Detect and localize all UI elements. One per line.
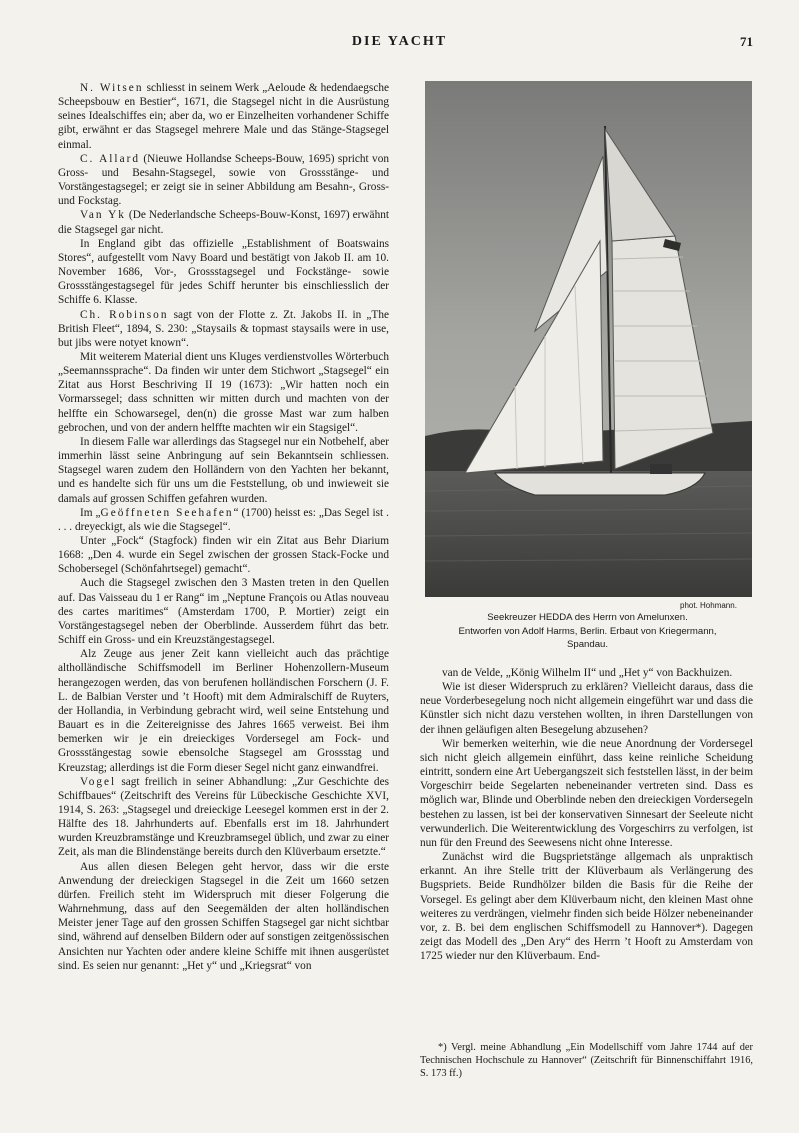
spaced-name: Ch. Robinson <box>80 308 169 321</box>
text-run: (De Nederlandsche Scheeps-Bouw-Konst, 1697) erwähnt die Stagsegel gar nicht. <box>58 209 390 236</box>
spaced-name: Vogel <box>80 775 117 788</box>
text-run: Alz Zeuge aus jener Zeit kann vielleicht auch das prächtige altholländische Schiffsmodell im Berliner Hohenzollern-Museum herangezogen werden, das von berufenen holländischen Forschern (J. F. L. de Balbian Verster und ’t Hooft) mit dem Admiralschiff de Ruyters, der Hollandia, in Verbindung gebracht wird, weil seine Entstehung und Bauart es in die Zeitereignisse des Jahres 1665 verweist. Bei ihm bemerken wir je ein dreieckiges Vordersegel am Fock- und Grossstängestag sowie ebensolche Stagsegel am Grossstag und Kreuzstag; allerdings ist die Form dieser Segel nicht ganz einwandfrei. <box>58 648 389 774</box>
caption-line-2: Entworfen von Adolf Harms, Berlin. Erbaut von Kriegermann, <box>458 625 717 637</box>
yacht-photograph <box>425 81 752 597</box>
text-run: Wir bemerken weiterhin, wie die neue Anordnung der Vordersegel sich nicht gleich allgemein einführt, dass keine reinliche Scheidung eintritt, sondern eine Art Uebergangszeit sich feststellen lässt, in der beim Vorgeschirr beide Segelarten nebeneinander vertreten sind. Dass es möglich war, Blinde und Oberblinde neben den dreieckigen Vordersegeln bestehen zu lassen, ist bei der konservativen Sinnesart der Seeleute nicht verwunderlich. Die Weiterentwicklung des Vorgeschirrs zu verfolgen, ist nun für den Freund des Seewesens nicht ohne Interesse. <box>420 737 753 849</box>
paragraph <box>58 647 389 774</box>
text-run: van de Velde, „König Wilhelm II“ und „Het y“ von Backhuizen. <box>442 667 733 679</box>
paragraph <box>420 666 753 680</box>
caption-line-3: Spandau. <box>566 639 609 650</box>
footnote <box>420 1041 753 1080</box>
paragraph <box>420 737 753 850</box>
paragraph <box>420 850 753 963</box>
text-run: Unter „Fock“ (Stagfock) finden wir ein Zitat aus Behr Diarium 1668: „Den 4. wurde ein Segel zwischen der grossen Stack-Focke und Schobersegel (Schönfahrtsegel) gemacht“. <box>58 535 389 576</box>
text-run: Im „ <box>80 506 101 519</box>
text-run: Aus allen diesen Belegen geht hervor, dass wir die erste Anwendung der dreieckigen Stagsegel in die Zeit um 1660 setzen dürfen. Freilich steht im Widerspruch mit dieser Folgerung die Wahrnehmung, dass auf den Seegemälden der alten holländischen Meister jener Tage auf den grossen Schiffen Stagsegel gar nicht sichtbar sind, während auf denselben Bildern oder auf sonstigen zeitgenössischen Ansichten nur Yachten oder andere kleine Schiffe mit ihnen ausgerüstet sind. Es seien nur genannt: „Het y“ und „Kriegsrat“ von <box>58 860 389 972</box>
paragraph <box>58 350 389 435</box>
text-run: (Nieuwe Hollandse Scheeps-Bouw, 1695) spricht von Gross- und Besahn-Stagsegel, sowie von Grossstänge- und Vorstängestagsegel; er zeigt sie in seiner Abbildung am Besahn-, Gross- und Fockstag. <box>58 152 389 208</box>
sailing-yacht-image <box>425 81 752 597</box>
spaced-name: Geöffneten Seehafen <box>100 506 234 519</box>
text-run: Zunächst wird die Bugsprietstänge allgemach als unpraktisch erkannt. An ihre Stelle tritt der Klüverbaum als Verlängerung des Bugspriets. Beide Rundhölzer bilden die Basis für die Reihe der Vorsegel. Es gelingt aber dem Klüverbaum nicht, den kleinen Mast ohne weiteres zu verdrängen, vielmehr finden sich beide Hölzer nebeneinander vor, z. B. bei dem englischen Schiffsmodell zu Hannover*). Dagegen zeigt das Modell des „Den Ary“ des Herrn ’t Hooft zu Amsterdam von 1725 wieder nur den Klüverbaum. End- <box>420 851 753 963</box>
paragraph <box>58 534 389 576</box>
text-run: Auch die Stagsegel zwischen den 3 Masten treten in den Quellen auf. Das Vaisseau du 1 er Rang“ im „Neptune François ou Atlas nouveau des cartes maritimes“ (Amsterdam 1700, P. Mortier) zeigt ein Vorstängestagsegel neben der Oberblinde. Ausserdem führt das betr. Schiff ein Gross- und ein Kreuzstängestagsegel. <box>58 577 389 647</box>
footnote-text: *) Vergl. meine Abhandlung „Ein Modellschiff vom Jahre 1744 auf der Technischen Hochschule zu Hannover“ (Zeitschrift für Binnenschiffahrt 1916, S. 173 ff.) <box>420 1042 753 1079</box>
photo-caption <box>420 611 755 652</box>
paragraph <box>420 680 753 737</box>
paragraph <box>58 506 389 534</box>
text-run: “ (1700) heisst es: „Das Segel ist . . . . dreyeckigt, als wie die Stagsegel“. <box>58 506 389 533</box>
paragraph <box>58 860 389 973</box>
text-run: Wie ist dieser Widerspruch zu erklären? Vielleicht daraus, dass die neue Vorderbesegelung noch nicht allgemein eingeführt war und dass die Künstler sich nicht dazu verstehen wollten, in ihren Darstellungen von der ihnen geläufigen alten Besegelung abzusehen? <box>420 681 753 736</box>
text-run: schliesst in seinem Werk „Aeloude & hedendaegsche Scheepsbouw en Bestier“, 1671, die Stagsegel nicht in die Ausrüstung seines Idealschiffes ein; aber da, wo er Einzelheiten vorhandener Schiffe gibt, erwähnt er das Stagsegel mehrere Male und das Stänge-Stagsegel einmal. <box>58 82 389 151</box>
text-run: sagt freilich in seiner Abhandlung: „Zur Geschichte des Schiffbaues“ (Zeitschrift des Vereins für Lübeckische Geschichte XVI, 1914, S. 263: „Stagsegel und dreieckige Leesegel kommen erst in der 2. Hälfte des 18. Jahrhunderts auf. Ebenfalls erst im 18. Jahrhundert wurden Kreuzbramstänge und Kreuzbramsegel üblich, und zwar zu einer Zeit, als man die Blindenstänge bereits durch den Klüverbaum ersetzte.“ <box>58 775 389 859</box>
paragraph <box>58 775 389 860</box>
text-run: Mit weiterem Material dient uns Kluges verdienstvolles Wörterbuch „Seemannssprache“. Da finden wir unter dem Stichwort „Stagsegel“ ein Zitat aus Horst Beschriving II 19 (1673): „Wir hatten noch ein Vormarssegel; dass schnitten wir mitten durch und machten von der helffte ein Schowarsegel, den(n) die grosse Mast war zum halben gebrochen, und von der andern helffte machten wir ein Stagsigel“. <box>58 350 389 434</box>
caption-line-1: Seekreuzer HEDDA des Herrn von Amelunxen. <box>487 612 688 623</box>
spaced-name: Van Yk <box>80 209 126 222</box>
spaced-name: N. Witsen <box>80 82 144 94</box>
paragraph <box>58 208 389 236</box>
paragraph <box>58 152 389 209</box>
page-number: 71 <box>740 34 753 49</box>
page-header <box>0 34 799 56</box>
text-run: sagt von der Flotte z. Zt. Jakobs II. in „The British Fleet“, 1894, S. 230: „Staysails & topmast staysails were in use, but jibs were notyet known“. <box>58 308 389 349</box>
paragraph <box>58 308 389 350</box>
paragraph <box>58 237 389 308</box>
paragraph <box>58 435 389 506</box>
right-text-column <box>420 666 753 963</box>
paragraph <box>58 81 389 152</box>
text-run: In diesem Falle war allerdings das Stagsegel nur ein Notbehelf, aber immerhin lässt seine Anbringung auf sein Bekanntsein schliessen. Stagsegel waren zudem den Holländern von den Yachten her bekannt, und es handelte sich für uns um die Feststellung, ob und inwieweit sie damals auf grossen Schiffen gefahren wurden. <box>58 435 389 505</box>
spaced-name: C. Allard <box>80 152 140 165</box>
text-run: In England gibt das offizielle „Establishment of Boatswains Stores“, aufgestellt vom Navy Board und bestätigt von Jakob II. am 10. November 1686, Vor-, Grossstagsegel und Fockstänge- sowie Grossstängestagsegel für jedes Schiff herunter bis einschliesslich der Schiffe 6. Klasse. <box>58 237 389 307</box>
paragraph <box>58 576 389 647</box>
left-text-column <box>58 81 389 973</box>
photo-credit: phot. Hohmann. <box>680 601 737 610</box>
journal-title: DIE YACHT <box>351 34 448 49</box>
